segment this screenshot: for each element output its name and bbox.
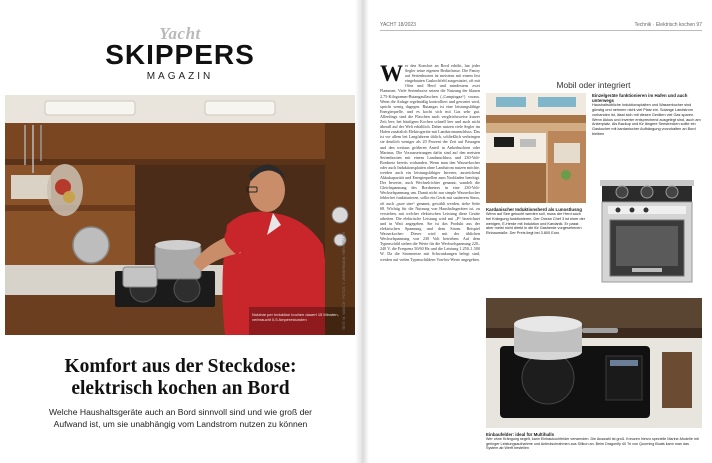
photo-credit: TEXT: M. WÄSCH · FOTOS: Y. ZIMMERMANN, HERSTELLER bbox=[342, 231, 346, 330]
main-photo-galley bbox=[5, 95, 355, 335]
body-paragraph: er den Komfort an Bord erhöht, hat jeder Segler seine eigenen Bedürfnisse. Die Pantry auf Serienbooten ist meistens mit einem fest eingebauten Gaskochfeld ausgestattet, oft mit Ofen und Herd und mindestens zwei Flammen. Viele Serienboote setzen die Nutzung der blauen 2,75-Kilogramm-Butangasflaschen („Campingaz“) voraus. Wenn die Anlage regelmäßig kontrolliert und gewartet wird, spricht wenig dagegen. Butangas ist eine leistungsfähige Energiequelle, und es kocht sich mit Gas sehr gut. Allerdings sind die Flaschen nach vergleichsweise kurzer Zeit leer, bei häufigem Kochen schnell leer und auch nicht überall auf der Welt erhältlich. Daher nutzen viele Segler im Hafen zusätzlich Elektrogeräte mit Landstromanschluss. Das ist vor allem bei Langfahrern üblich, schließlich verbringen sie deutlich weniger als 20 Prozent der Zeit auf Passagen und den weitaus größeren Anteil in Ankerbuchten oder Marinas. Die Voraussetzungen dafür sind auf den meisten Serienbooten mit einem Landanschluss und 230-Volt-Bordnetz bereits vorhanden. Wenn man den Wasserkocher oder auch Induktionsplatten ohne Landstrom nutzen möchte, werden auch ein leistungsfähiger Inverter, ausreichend Akkukapazität und Energiequellen zum Nachladen benötigt. Der Inverter, auch Wechselrichter genannt, wandelt die Gleichspannung des Bordnetzes in eine 230-Volt-Wechselspannung um. Damit nicht nur simple Wasserkocher fehlerfrei funktionieren, sollte ein Gerät mit sauberem Sinus, oft auch „pure sine“ genannt, gewählt werden, siehe Seite 68. Wichtig für die Nutzung von Haushaltsgeräten ist, zu verstehen, mit welcher elektrischen Leistung diese Geräte arbeiten. Die elektrische Leistung wird mit „P“ bezeichnet und in Watt angegeben. Sie ist das Produkt aus der elektrischen Spannung und dem Strom. Beispiel Wasserkocher: Dieser wird mit der üblichen Wechselspannung von 230 Volt betrieben. Auf dem Typenschild stehen die Werte für die Wechselspannung 220–240 V, die Frequenz 50/60 Hz und die Leistung 1.250–1.500 W. Da die Stromnetze mit Schwankungen belegt sind, werden auf vielen Typenschildern Von-bis-Werte angegeben. bbox=[380, 63, 480, 262]
header-rule bbox=[380, 30, 702, 31]
photo-salon-galley bbox=[486, 93, 586, 203]
logo-magazin: MAGAZIN bbox=[146, 71, 214, 82]
subline-line-1: Welche Haushaltsgeräte auch an Bord sinnvoll sind und wie groß der bbox=[48, 407, 313, 417]
page-gutter bbox=[355, 0, 369, 463]
info-3-text: Wer ohne Krängung segelt, kann Einbaukochfelder verwenden. Die Auswahl ist groß. Kreuzen hierzu spezielle Marine-Modelle mit geringer Leistungsaufnahme und Antirutschrahmen aus Silikon an. Beim Dragonfly 40 Tri von Quorning Boats kann man das System ab Werft bestellen bbox=[486, 437, 699, 451]
drop-cap: W bbox=[380, 63, 403, 86]
article-subline bbox=[8, 406, 353, 430]
headline-line-2: elektrisch kochen an Bord bbox=[71, 378, 290, 399]
info-3-title: Einbaufelder: ideal für Multihulls bbox=[486, 432, 555, 437]
info-2-text: Wenn auf See gekocht werden soll, muss der Herd auch bei Krängung funktionieren. Der Ocean Chef 3 ist einer der wenigen, E-Herde mit Induktion und Kardanik. Er passt aber meist nicht direkt in die für Gasherde vorgesehenen Einbaumaße. Der Preis liegt bei 3.800 Euro bbox=[486, 212, 585, 236]
info-1-text: Haushaltsübliche Induktionsplatten und Wasserkocher sind günstig und nehmen nicht viel Platz ein. Solange Landstrom vorhanden ist, lässt sich mit diesen Geräten viel Gas sparen. Wenn Akkus und Inverter entsprechend ausgelegt sind, auch am Ankerplatz. Als Backup und für längere Seestrecken sollte ein Gaskocher mit kardanischer Aufhängung vorzuhalten an Bord bleiben bbox=[592, 103, 701, 136]
subline-line-2: Aufwand ist, um sie unabhängig vom Landstrom nutzen zu können bbox=[53, 419, 308, 429]
main-photo-caption: Nutzbar per Induktion kochen dauert 15 Minuten, verbraucht 0,5 Amperestunden bbox=[252, 312, 339, 322]
photo-induction-cooktop bbox=[486, 298, 702, 428]
body-text-column bbox=[380, 63, 480, 455]
section-title: Mobil oder integriert bbox=[556, 80, 631, 90]
stove-illustration bbox=[592, 170, 702, 290]
logo-skippers: SKIPPERS bbox=[105, 39, 255, 70]
info-2-title: Kardanischer Induktionsherd als Lunostlusng bbox=[486, 207, 582, 212]
folio-section: Technik · Elektrisch kochen 97 bbox=[634, 22, 702, 28]
info-block-gimbal-stove bbox=[486, 207, 586, 236]
info-block-multihull bbox=[486, 432, 702, 451]
galley-illustration bbox=[5, 95, 355, 335]
headline-line-1: Komfort aus der Steckdose: bbox=[64, 356, 297, 377]
logo-yacht-script: Yacht bbox=[159, 24, 201, 43]
photo-gimbal-stove bbox=[592, 170, 702, 290]
article-headline bbox=[8, 356, 353, 400]
info-1-title: Einzelgeräte funktionieren im Hafen und auch unterwegs bbox=[592, 93, 688, 104]
salon-illustration bbox=[486, 93, 586, 203]
info-block-mobile-devices bbox=[592, 93, 702, 136]
induction-illustration bbox=[486, 298, 702, 428]
folio-issue: YACHT 18/2023 bbox=[380, 22, 416, 28]
